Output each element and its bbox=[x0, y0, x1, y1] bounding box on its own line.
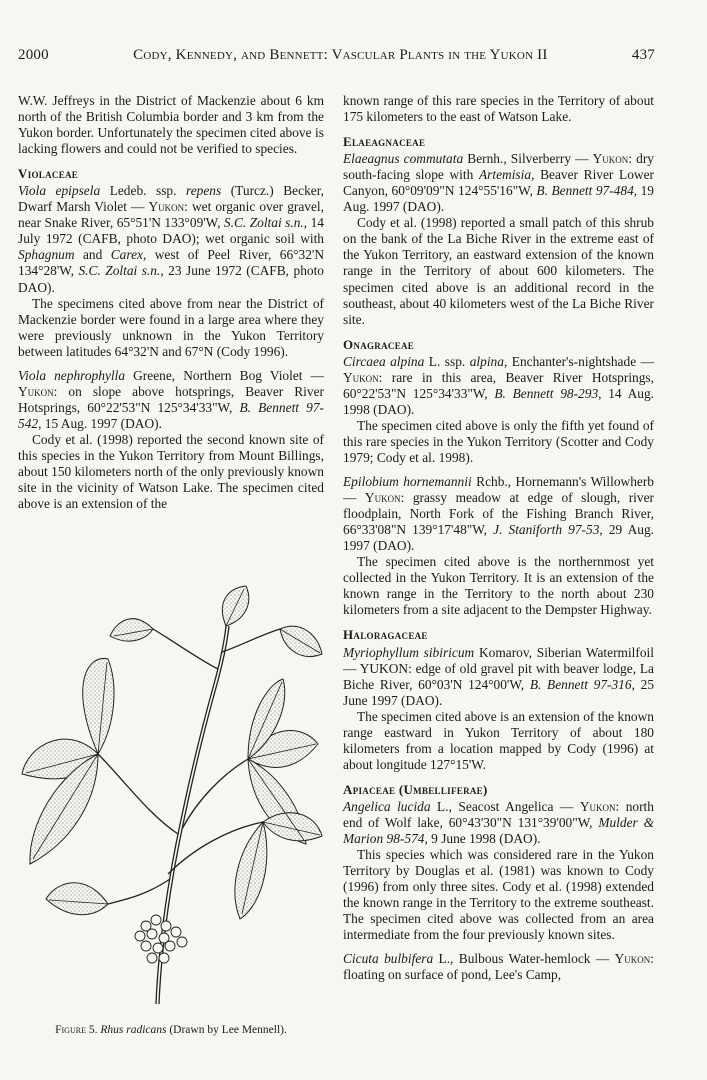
specimen-entry-circaea: Circaea alpina L. ssp. alpina, Enchanter's-nightshade — Yukon: rare in this area, Beaver River Hotsprings, 60°22'53"N 125°34'33"W, B. Bennett 98-293, 14 Aug. 1998 (DAO). bbox=[343, 353, 654, 417]
right-column bbox=[343, 93, 654, 983]
leaf bbox=[235, 822, 267, 919]
paragraph: known range of this rare species in the Territory of about 175 kilometers to the east of Watson Lake. bbox=[343, 93, 654, 125]
paragraph: The specimen cited above is only the fifth yet found of this rare species in the Yukon Territory (Scotter and Cody 1979; Cody et al. 1998). bbox=[343, 417, 654, 465]
paragraph: The specimen cited above is the northernmost yet collected in the Yukon Territory. It is an extension of the known range in the Territory to the north about 230 kilometers from a site adjacent to the Dempster Highway. bbox=[343, 554, 654, 618]
specimen-entry-viola-epipsela: Viola epipsela Ledeb. ssp. repens (Turcz.) Becker, Dwarf Marsh Violet — Yukon: wet organic over gravel, near Snake River, 65°51'N 133°09'W, S.C. Zoltai s.n., 14 July 1972 (CAFB, photo DAO); wet organic soil with Sphagnum and Carex, west of Peel River, 66°32'N 134°28'W, S.C. Zoltai s.n., 23 June 1972 (CAFB, photo DAO). bbox=[18, 183, 325, 295]
family-heading-apiaceae: Apiaceae (Umbelliferae) bbox=[343, 781, 488, 797]
figure-caption: Figure 5. Rhus radicans (Drawn by Lee Mennell). bbox=[55, 1024, 287, 1036]
running-title: Cody, Kennedy, and Bennett: Vascular Plants in the Yukon II bbox=[133, 47, 548, 63]
specimen-entry-myriophyllum: Myriophyllum sibiricum Komarov, Siberian Watermilfoil — YUKON: edge of old gravel pit with beaver lodge, La Biche River, 60°03'N 124°00'W, B. Bennett 97-316, 25 June 1997 (DAO). bbox=[343, 644, 655, 708]
paragraph: Cody et al. (1998) reported a small patch of this shrub on the bank of the La Biche River in the extreme east of the Yukon Territory, an eastward extension of the known range in the Territory of about 600 kilometers. The specimen cited above is an additional record in the southeast, about 40 kilometers west of the La Biche River site. bbox=[343, 215, 654, 327]
page-number: 437 bbox=[631, 47, 655, 63]
figure-rhus-radicans-drawing bbox=[18, 574, 324, 1044]
paragraph: The specimen cited above is an extension of the known range eastward in Yukon Territory of about 180 kilometers from a location mapped by Cody (1996) at about longitude 127°15'W. bbox=[343, 708, 654, 772]
paragraph: The specimens cited above from near the District of Mackenzie border were found in a large area where they were previously unknown in the Yukon Territory between latitudes 64°32'N and 67°N (Cody 1996). bbox=[18, 295, 324, 359]
paragraph: This species which was considered rare in the Yukon Territory by Douglas et al. (1981) was known to Cody (1996) from only three sites. Cody et al. (1998) extended the known range in the Territory to the extreme southeast. The specimen cited above was collected from an area intermediate from the four previously known sites. bbox=[343, 847, 654, 943]
paragraph: Cody et al. (1998) reported the second known site of this species in the Yukon Territory from Mount Billings, about 150 kilometers north of the only previously known site in the vicinity of Watson Lake. The specimen cited above is an extension of the bbox=[18, 431, 324, 512]
paragraph: W.W. Jeffreys in the District of Mackenzie about 6 km north of the British Columbia border and 3 km from the Yukon border. Unfortunately the specimen cited above is lacking flowers and could not be verified to species. bbox=[18, 93, 324, 157]
specimen-entry-angelica: Angelica lucida L., Seacost Angelica — Yukon: north end of Wolf lake, 60°43'30"N 131°39'00"W, Mulder & Marion 98-574, 9 June 1998 (DAO). bbox=[343, 798, 655, 847]
specimen-entry-viola-nephrophylla: Viola nephrophylla Greene, Northern Bog Violet — Yukon: on slope above hotsprings, Beaver River Hotsprings, 60°22'53"N 125°34'33"W, B. Bennett 97-542, 15 Aug. 1997 (DAO). bbox=[18, 367, 324, 431]
family-heading-elaeagnaceae: Elaeagnaceae bbox=[343, 134, 426, 150]
running-head bbox=[18, 47, 655, 64]
journal-year: 2000 bbox=[18, 47, 49, 63]
family-heading-haloragaceae: Haloragaceae bbox=[343, 627, 428, 643]
left-column bbox=[18, 93, 324, 512]
family-heading-violaceae: Violaceae bbox=[18, 166, 79, 182]
leaf bbox=[263, 813, 322, 841]
leaf bbox=[46, 883, 108, 915]
berry-cluster bbox=[135, 915, 187, 963]
family-heading-onagraceae: Onagraceae bbox=[343, 336, 415, 352]
specimen-entry-elaeagnus: Elaeagnus commutata Bernh., Silverberry — Yukon: dry south-facing slope with Artemisia, Beaver River Lower Canyon, 60°09'09"N 124°55'16"W, B. Bennett 97-484, 19 Aug. 1997 (DAO). bbox=[343, 151, 654, 215]
specimen-entry-cicuta: Cicuta bulbifera L., Bulbous Water-hemlock — Yukon: floating on surface of pond, Lee's Camp, bbox=[343, 951, 654, 983]
plant-illustration bbox=[18, 574, 324, 1024]
specimen-entry-epilobium: Epilobium hornemannii Rchb., Hornemann's Willowherb — Yukon: grassy meadow at edge of slough, river floodplain, North Fork of the Fishing Branch River, 66°33'08"N 139°17'48"W, J. Staniforth 97-53, 29 Aug. 1997 (DAO). bbox=[343, 474, 655, 554]
leaf bbox=[83, 658, 114, 754]
